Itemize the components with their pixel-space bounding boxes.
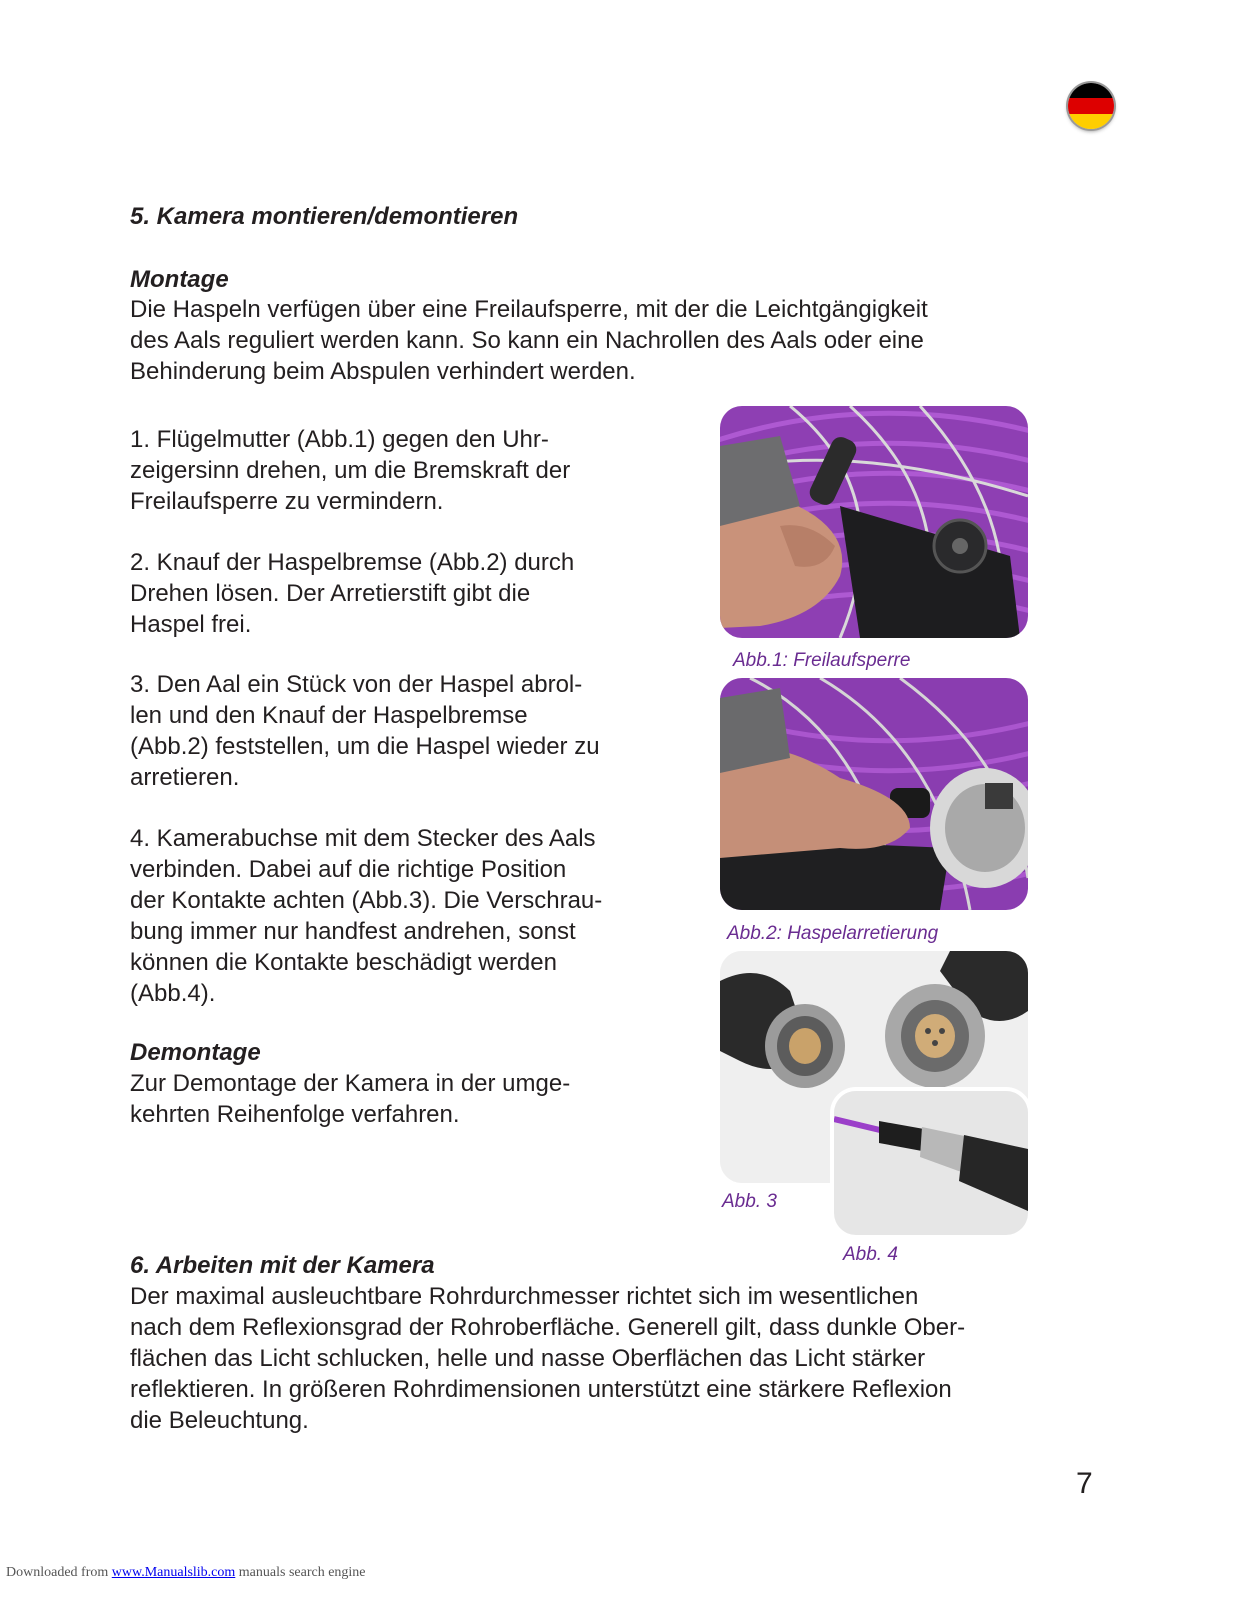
text-line: Behinderung beim Abspulen verhindert werden. <box>130 358 636 385</box>
text-line: der Kontakte achten (Abb.3). Die Verschrau- <box>130 887 603 914</box>
section-6-text <box>130 1281 965 1436</box>
german-flag-icon <box>1068 83 1114 129</box>
figure-abb1-caption: Abb.1: Freilaufsperre <box>733 650 911 671</box>
footer-suffix: manuals search engine <box>235 1565 366 1580</box>
text-line: Die Haspeln verfügen über eine Freilaufsperre, mit der die Leichtgängigkeit <box>130 296 928 323</box>
text-line: zeigersinn drehen, um die Bremskraft der <box>130 457 571 484</box>
text-line: können die Kontakte beschädigt werden <box>130 949 557 976</box>
text-line: bung immer nur handfest andrehen, sonst <box>130 918 576 945</box>
montage-intro <box>130 294 928 387</box>
text-line: 2. Knauf der Haspelbremse (Abb.2) durch <box>130 549 575 576</box>
figure-abb2-caption: Abb.2: Haspelarretierung <box>727 923 939 944</box>
text-line: (Abb.4). <box>130 980 216 1007</box>
text-line: Haspel frei. <box>130 611 252 638</box>
text-line: Zur Demontage der Kamera in der umge- <box>130 1070 571 1097</box>
section-5-title: 5. Kamera montieren/demontieren <box>130 203 519 230</box>
text-line: 3. Den Aal ein Stück von der Haspel abrol- <box>130 671 583 698</box>
text-line: flächen das Licht schlucken, helle und nasse Oberflächen das Licht stärker <box>130 1345 926 1372</box>
step-4 <box>130 823 602 1009</box>
step-3 <box>130 669 600 793</box>
figure-abb2-photo <box>720 678 1028 910</box>
section-6-title: 6. Arbeiten mit der Kamera <box>130 1252 435 1279</box>
montage-heading: Montage <box>130 266 229 293</box>
text-line: arretieren. <box>130 764 240 791</box>
demontage-text <box>130 1068 570 1130</box>
figure-abb4-caption: Abb. 4 <box>843 1244 898 1265</box>
text-line: Der maximal ausleuchtbare Rohrdurchmesser richtet sich im wesentlichen <box>130 1283 919 1310</box>
text-line: Drehen lösen. Der Arretierstift gibt die <box>130 580 531 607</box>
figure-abb4-photo <box>834 1091 1028 1235</box>
step-1 <box>130 424 570 517</box>
text-line: 4. Kamerabuchse mit dem Stecker des Aals <box>130 825 596 852</box>
text-line: len und den Knauf der Haspelbremse <box>130 702 528 729</box>
text-line: (Abb.2) feststellen, um die Haspel wieder zu <box>130 733 600 760</box>
manualslib-link[interactable]: www.Manualslib.com <box>111 1565 236 1580</box>
text-line: die Beleuchtung. <box>130 1407 309 1434</box>
text-line: verbinden. Dabei auf die richtige Position <box>130 856 567 883</box>
text-line: Freilaufsperre zu vermindern. <box>130 488 444 515</box>
demontage-heading: Demontage <box>130 1039 261 1066</box>
text-line: des Aals reguliert werden kann. So kann ein Nachrollen des Aals oder eine <box>130 327 924 354</box>
page-number: 7 <box>1076 1467 1093 1500</box>
footer <box>6 1565 366 1581</box>
text-line: 1. Flügelmutter (Abb.1) gegen den Uhr- <box>130 426 549 453</box>
footer-prefix: Downloaded from <box>6 1565 112 1580</box>
text-line: nach dem Reflexionsgrad der Rohroberfläche. Generell gilt, dass dunkle Ober- <box>130 1314 966 1341</box>
step-2 <box>130 547 574 640</box>
figure-abb1-photo <box>720 406 1028 638</box>
reel-brake-image <box>720 678 1028 910</box>
text-line: kehrten Reihenfolge verfahren. <box>130 1101 460 1128</box>
cable-plug-image <box>834 1091 1028 1235</box>
reel-wingnut-image <box>720 406 1028 638</box>
figure-abb3-caption: Abb. 3 <box>722 1191 777 1212</box>
text-line: reflektieren. In größeren Rohrdimensionen unterstützt eine stärkere Reflexion <box>130 1376 952 1403</box>
